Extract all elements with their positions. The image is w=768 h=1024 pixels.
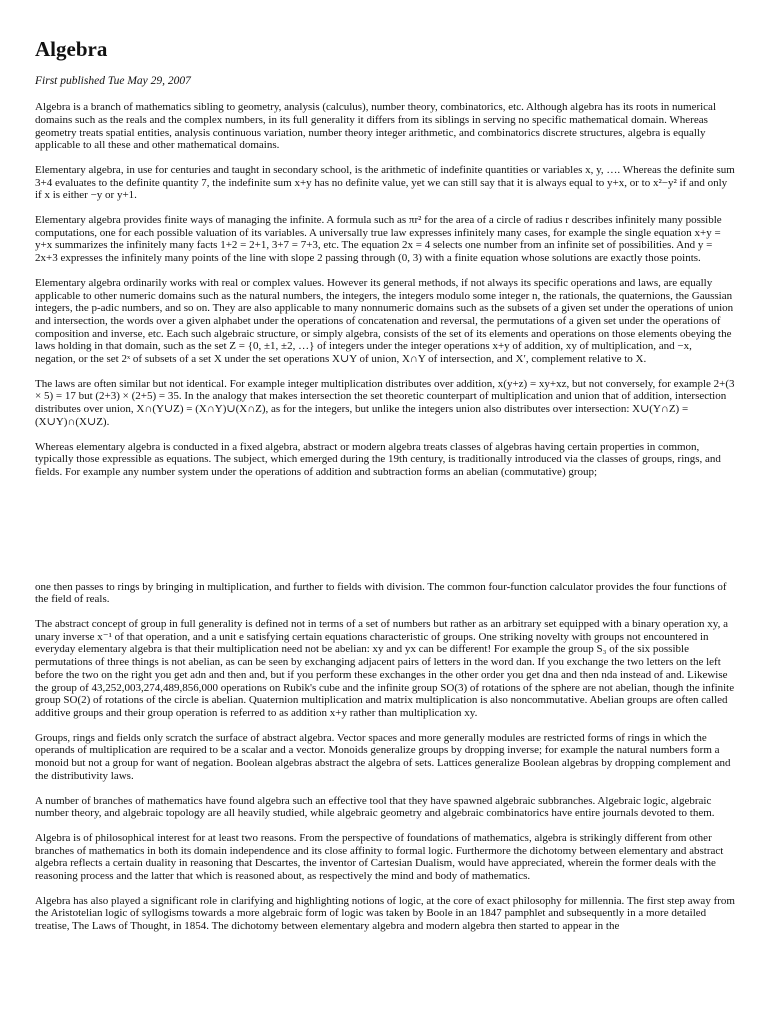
paragraph-groups: The abstract concept of group in full generality is defined not in terms of a set of numbers but rather as an arbitrary set equipped with a binary operation xy, a unary inverse x⁻¹ of that operation, and a unit e satisfying certain equations characteristic of groups. One striking novelty with groups not encountered in everyday elementary algebra is that their multiplication need not be abelian: xy and yx can be different! For example the group S₃ of the six possible permutations of three things is not abelian, as can be seen by exchanging adjacent pairs of letters in the word dan. If you exchange the two letters on the left before the two on the right you get adn and then and, but if you perform these exchanges in the other order you get dna and then nda instead of and. Likewise the group of 43,252,003,274,489,856,000 operations on Rubik's cube and the infinite group SO(3) of rotations of the sphere are not abelian, though the infinite group SO(2) of rotations of the circle is abelian. Quaternion multiplication and matrix multiplication is also noncommutative. Abelian groups are often called additive groups and their group operation is referred to as addition x+y rather than multiplication xy. <box>35 618 735 719</box>
paragraph-domains: Elementary algebra ordinarily works with real or complex values. However its general methods, if not always its specific operations and laws, are equally applicable to other numeric domains such as the natural numbers, the integers, the integers modulo some integer n, the rationals, the quaternions, the Gaussian integers, the p-adic numbers, and so on. They are also applicable to many nonnumeric domains such as the subsets of a given set under the operations of union and intersection, the words over a given alphabet under the operations of concatenation and reversal, the permutations of a given set under the operations of composition and inverse, etc. Each such algebraic structure, or simply algebra, consists of the set of its elements and operations on those elements obeying the laws holding in that domain, such as the set Z = {0, ±1, ±2, …} of integers under the integer operations x+y of addition, xy of multiplication, and −x, negation, or the set 2ˣ of subsets of a set X under the set operations X∪Y of union, X∩Y of intersection, and X′, complement relative to X. <box>35 276 734 366</box>
paragraph-finite-infinite: Elementary algebra provides finite ways of managing the infinite. A formula such as πr² for the area of a circle of radius r describes infinitely many possible computations, one for each possible valuation of its variables. A universally true law expresses infinitely many cases, for example the single equation x+y = y+x summarizes the infinitely many facts 1+2 = 2+1, 3+7 = 7+3, etc. The equation 2x = 4 selects one number from an infinite set of possibilities. And y = 2x+3 expresses the infinitely many points of the line with slope 2 passing through (0, 3) with a finite equation whose solutions are exactly those points. <box>35 214 722 265</box>
paragraph-philosophy: Algebra is of philosophical interest for at least two reasons. From the perspective of foundations of mathematics, algebra is strikingly different from other branches of mathematics in both its domain independence and its close affinity to formal logic. Furthermore the dichotomy between elementary and abstract algebra reflects a certain duality in reasoning that Descartes, the inventor of Cartesian Dualism, would have appreciated, wherein the former deals with the reasoning process and the latter that which is reasoned about, as respectively the mind and body of mathematics. <box>35 831 724 883</box>
article-title: Algebra <box>35 37 108 61</box>
paragraph-intro: Algebra is a branch of mathematics sibling to geometry, analysis (calculus), number theory, combinatorics, etc. Although algebra has its roots in numerical domains such as the reals and the complex numbers, in its full generality it differs from its siblings in serving no specific mathematical domain. Whereas geometry treats spatial entities, analysis continuous variation, number theory integer arithmetic, and combinatorics discrete structures, algebra is equally applicable to all these and other mathematical domains. <box>35 101 716 152</box>
paragraph-abstract-algebra: Whereas elementary algebra is conducted in a fixed algebra, abstract or modern algebra treats classes of algebras having certain properties in common, typically those expressible as equations. The subject, which emerged during the 19th century, is traditionally introduced via the classes of groups, rings, and fields. For example any number system under the operations of addition and subtraction forms an abelian (commutative) group; <box>35 440 721 478</box>
paragraph-logic: Algebra has also played a significant role in clarifying and highlighting notions of logic, at the core of exact philosophy for millennia. The first step away from the Aristotelian logic of syllogisms towards a more algebraic form of logic was taken by Boole in an 1847 pamphlet and subsequently in a more detailed treatise, The Laws of Thought, in 1854. The dichotomy between elementary algebra and modern algebra then started to appear in the <box>35 894 735 933</box>
paragraph-laws: The laws are often similar but not identical. For example integer multiplication distributes over addition, x(y+z) = xy+xz, but not conversely, for example 2+(3 × 5) = 17 but (2+3) × (2+5) = 35. In the analogy that makes intersection the set theoretic counterpart of multiplication and union that of addition, intersection distributes over union, X∩(Y∪Z) = (X∩Y)∪(X∩Z), as for the integers, but unlike the integers union also distributes over intersection: X∪(Y∩Z) = (X∪Y)∩(X∪Z). <box>35 377 735 428</box>
publication-date: First published Tue May 29, 2007 <box>35 75 191 88</box>
paragraph-elementary-algebra: Elementary algebra, in use for centuries and taught in secondary school, is the arithmetic of indefinite quantities or variables x, y, …. Whereas the definite sum 3+4 evaluates to the definite quantity 7, the indefinite sum x+y has no definite value, yet we can still say that it is always equal to y+x, or to x²−y² if and only if x is either −y or y+1. <box>35 163 735 202</box>
blank-gap <box>35 491 735 581</box>
paragraph-surface: Groups, rings and fields only scratch the surface of abstract algebra. Vector spaces and more generally modules are restricted forms of rings in which the operands of multiplication are required to be a scalar and a vector. Monoids generalize groups by dropping inverse; for example the natural numbers form a monoid but not a group for want of negation. Boolean algebras abstract the algebra of sets. Lattices generalize Boolean algebras by dropping complement and the distributivity laws. <box>35 731 731 782</box>
paragraph-branches: A number of branches of mathematics have found algebra such an effective tool that they have spawned algebraic subbranches. Algebraic logic, algebraic number theory, and algebraic topology are all heavily studied, while algebraic geometry and algebraic combinatorics have entire journals devoted to them. <box>35 794 715 820</box>
paragraph-rings-fields: one then passes to rings by bringing in multiplication, and further to fields with division. The common four-function calculator provides the four functions of the field of reals. <box>35 580 727 606</box>
